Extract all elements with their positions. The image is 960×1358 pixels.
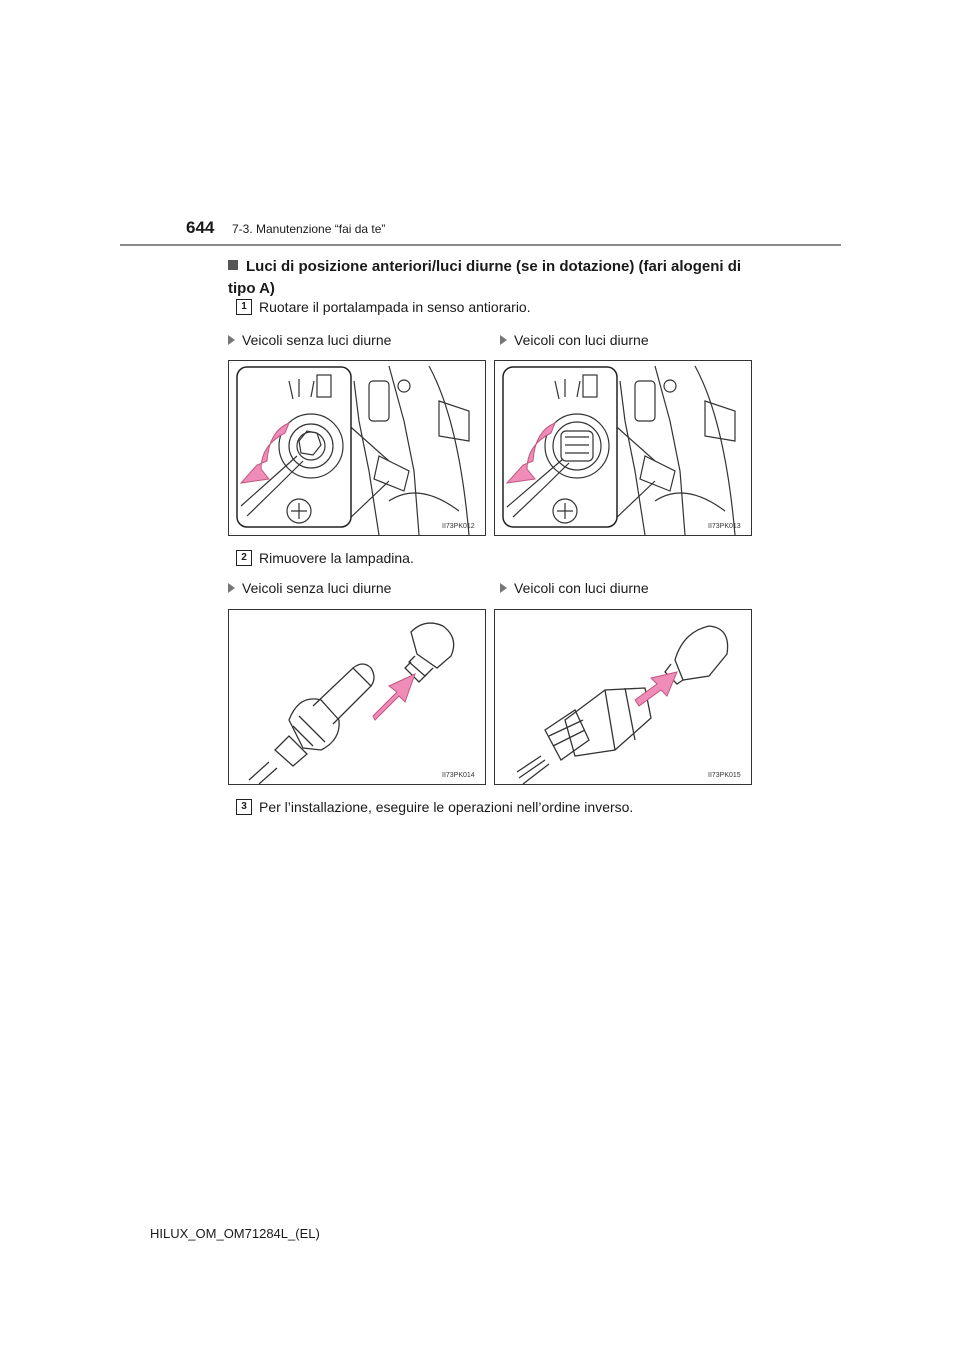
step-number-2: 2: [236, 550, 252, 566]
figure-bulb-with-drl: [494, 609, 752, 785]
socket-rotation-illustration-drl: [495, 361, 751, 535]
figure-socket-without-drl: [228, 360, 486, 536]
square-bullet-icon: [228, 260, 238, 270]
figure-code-3: II73PK014: [442, 772, 475, 779]
triangle-bullet-icon: [500, 335, 507, 345]
triangle-bullet-icon: [228, 583, 235, 593]
variant-label-with-drl: Veicoli con luci diurne: [500, 332, 649, 348]
bulb-removal-illustration-drl: [495, 610, 751, 784]
step-number-1: 1: [236, 299, 252, 315]
step-text-3: Per l’installazione, eseguire le operazioni nell’ordine inverso.: [259, 799, 634, 815]
step-number-3: 3: [236, 799, 252, 815]
triangle-bullet-icon: [228, 335, 235, 345]
variant-label-without-drl-2: Veicoli senza luci diurne: [228, 580, 391, 596]
page-number: 644: [186, 218, 215, 237]
document-code-footer: HILUX_OM_OM71284L_(EL): [150, 1226, 320, 1241]
procedure-heading: [228, 256, 768, 300]
variant-label-without-drl: Veicoli senza luci diurne: [228, 332, 391, 348]
step-text-1: Ruotare il portalampada in senso antiorario.: [259, 299, 531, 315]
triangle-bullet-icon: [500, 583, 507, 593]
header-divider: [120, 244, 841, 246]
variant-label-with-drl-2: Veicoli con luci diurne: [500, 580, 649, 596]
step-text-2: Rimuovere la lampadina.: [259, 550, 414, 566]
figure-bulb-without-drl: [228, 609, 486, 785]
procedure-heading-text: Luci di posizione anteriori/luci diurne (se in dotazione) (fari alogeni di tipo A): [228, 258, 742, 297]
socket-rotation-illustration: [229, 361, 485, 535]
figure-code-2: II73PK013: [708, 523, 741, 530]
figure-socket-with-drl: [494, 360, 752, 536]
figure-code-4: II73PK015: [708, 772, 741, 779]
figure-code-1: II73PK012: [442, 523, 475, 530]
bulb-removal-illustration: [229, 610, 485, 784]
section-title: 7-3. Manutenzione “fai da te”: [232, 222, 386, 236]
